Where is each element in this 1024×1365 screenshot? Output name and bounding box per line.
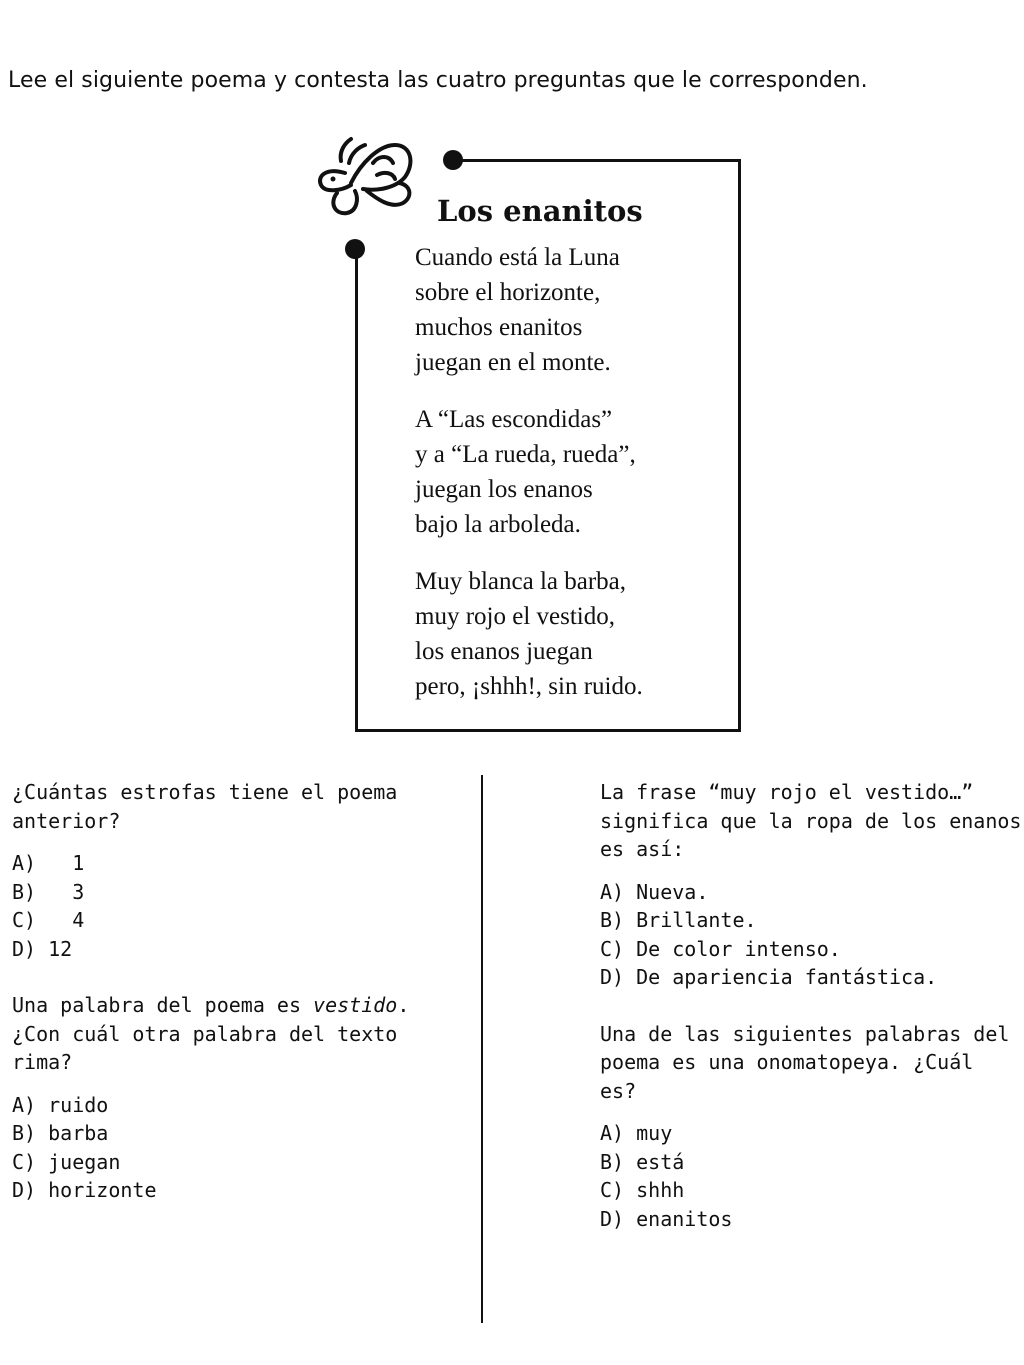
poem-stanza [415,240,735,380]
poem-line: sobre el horizonte, [415,279,601,306]
frame-dot-left [345,239,365,259]
question-3-stem-line: La frase “muy rojo el vestido…” [600,780,974,804]
question-2-stem-line [12,991,467,1020]
question-2-stem-line: ¿Con cuál otra palabra del texto [12,1021,398,1046]
question-3 [600,778,1020,992]
question-1-stem-line: anterior? [12,808,121,833]
question-1-stem-line: ¿Cuántas estrofas tiene el poema [12,780,398,804]
question-2 [12,991,467,1205]
question-3-options [600,878,1020,992]
poem-line: A “Las escondidas” [415,406,613,433]
question-4-option-b[interactable]: B) está [600,1149,685,1174]
question-2-option-c[interactable]: C) juegan [12,1149,121,1174]
question-1-option-b[interactable]: B) 3 [12,879,85,904]
question-4-option-a[interactable]: A) muy [600,1121,673,1145]
question-3-option-b[interactable]: B) Brillante. [600,908,757,932]
question-4-stem-line: es? [600,1078,637,1103]
poem-stanza [415,402,735,542]
question-1-option-d[interactable]: D) 12 [12,936,73,961]
question-1-option-a[interactable]: A) 1 [12,851,85,875]
frame-dot-top [443,150,463,170]
question-2-option-d[interactable]: D) horizonte [12,1178,157,1202]
question-2-stem-emphasis: vestido [313,993,398,1017]
poem-line: los enanos juegan [415,638,593,665]
question-4-option-c[interactable]: C) shhh [600,1178,685,1202]
question-4-stem [600,1020,1020,1106]
questions-right-column [600,778,1020,1261]
poem-body [415,240,735,726]
butterfly-icon [315,133,427,223]
question-3-option-d[interactable]: D) De apariencia fantástica. [600,965,938,989]
question-4-stem-line: Una de las siguientes palabras del [600,1021,1010,1046]
questions-left-column [12,778,467,1233]
poem-line: pero, ¡shhh!, sin ruido. [415,673,643,700]
question-2-stem-prefix: Una palabra del poema es [12,993,314,1017]
question-3-stem-line: es así: [600,837,685,861]
poem-title: Los enanitos [437,194,643,228]
poem-line: Muy blanca la barba, [415,568,627,595]
poem-line: juegan los enanos [415,476,593,503]
question-2-option-b[interactable]: B) barba [12,1121,109,1145]
question-1 [12,778,467,963]
poem-line: y a “La rueda, rueda”, [415,441,636,468]
instructions-text: Lee el siguiente poema y contesta las cuatro preguntas que le corresponden. [8,68,868,93]
question-1-stem [12,778,467,835]
poem-line: muy rojo el vestido, [415,603,615,630]
question-4-options [600,1119,1020,1233]
question-2-stem-line: rima? [12,1050,73,1074]
question-3-stem-line: significa que la ropa de los enanos [600,808,1022,833]
question-3-option-a[interactable]: A) Nueva. [600,879,709,904]
poem-line: juegan en el monte. [415,349,611,376]
question-2-stem-suffix: . [397,993,410,1017]
question-3-stem [600,778,1020,864]
poem-line: muchos enanitos [415,314,583,341]
question-4-option-d[interactable]: D) enanitos [600,1206,733,1231]
poem-stanza [415,564,735,704]
question-2-option-a[interactable]: A) ruido [12,1092,109,1117]
question-3-option-c[interactable]: C) De color intenso. [600,936,841,961]
poem-line: bajo la arboleda. [415,511,581,538]
question-2-options [12,1091,467,1205]
question-4-stem-line: poema es una onomatopeya. ¿Cuál [600,1050,974,1074]
poem-line: Cuando está la Luna [415,244,620,271]
question-4 [600,1020,1020,1234]
question-2-stem [12,991,467,1077]
column-divider [481,775,483,1323]
question-1-options [12,849,467,963]
question-1-option-c[interactable]: C) 4 [12,908,85,932]
